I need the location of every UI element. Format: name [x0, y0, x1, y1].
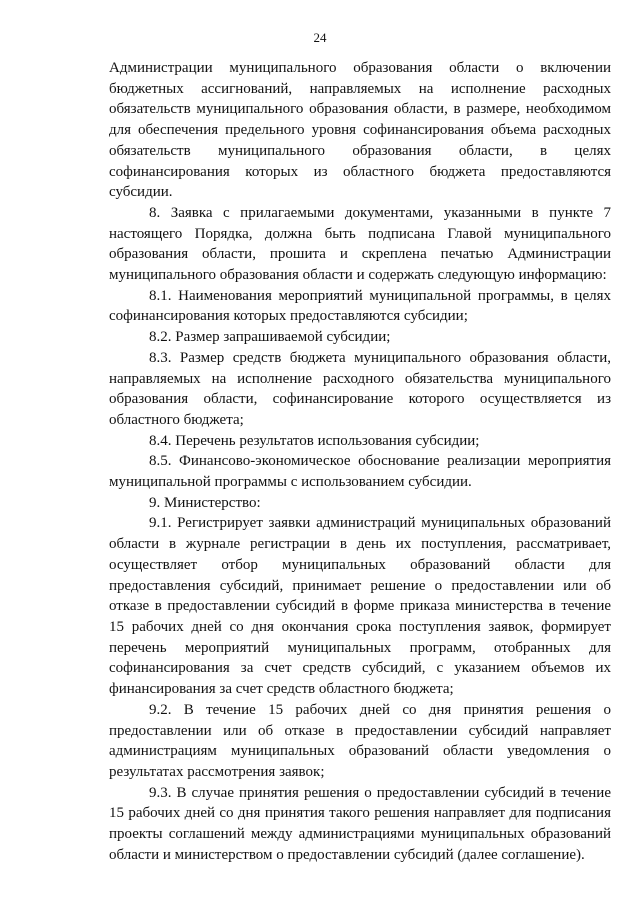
- document-body: [109, 58, 611, 865]
- paragraph-item-8-1: 8.1. Наименования мероприятий муниципальной программы, в целях софинансирования которых предоставляются субсидии;: [109, 287, 611, 325]
- paragraph-item-9-1: 9.1. Регистрирует заявки администраций муниципальных образований области в журнале регистрации в день их поступления, рассматривает, осуществляет отбор муниципальных образований области для предоставления субсидий, принимает решение о предоставлении или об отказе в предоставлении субсидий в форме приказа министерства в течение 15 рабочих дней со дня окончания срока поступления заявок, формирует перечень мероприятий муниципальных программ, отобранных для софинансирования за счет средств субсидий, с указанием объемов их финансирования за счет средств областного бюджета;: [109, 515, 611, 698]
- page-number: 24: [313, 30, 327, 45]
- paragraph-item-8-4: 8.4. Перечень результатов использования субсидии;: [149, 432, 480, 449]
- paragraph-item-8: 8. Заявка с прилагаемыми документами, указанными в пункте 7 настоящего Порядка, должна быть подписана Главой муниципального образования области, прошита и скреплена печатью Администрации муниципального образования области и содержать следующую информацию:: [109, 204, 611, 284]
- paragraph-item-9-2: 9.2. В течение 15 рабочих дней со дня принятия решения о предоставлении или об отказе в предоставлении субсидий направляет администрациям муниципальных образований области уведомления о результатах рассмотрения заявок;: [109, 701, 611, 780]
- paragraph-item-8-5: 8.5. Финансово-экономическое обоснование реализации мероприятия муниципальной программы с использованием субсидии.: [109, 453, 611, 491]
- paragraph-item-9: 9. Министерство:: [149, 494, 261, 511]
- paragraph-item-8-3: 8.3. Размер средств бюджета муниципального образования области, направляемых на исполнение расходного обязательства муниципального образования области, софинансирование которого осуществляется из областного бюджета;: [109, 349, 611, 428]
- paragraph-item-9-3: 9.3. В случае принятия решения о предоставлении субсидий в течение 15 рабочих дней со дня принятия такого решения направляет для подписания проекты соглашений между администрациями муниципальных образований области и министерством о предоставлении субсидий (далее соглашение).: [109, 784, 611, 863]
- paragraph-continuation: Администрации муниципального образования области о включении бюджетных ассигнований, направляемых на исполнение расходных обязательств муниципального образования области, в размере, необходимом для обеспечения предельного уровня софинансирования объема расходных обязательств муниципального образования области, в целях софинансирования которых из областного бюджета предоставляются субсидии.: [109, 60, 611, 201]
- paragraph-item-8-2: 8.2. Размер запрашиваемой субсидии;: [149, 329, 391, 346]
